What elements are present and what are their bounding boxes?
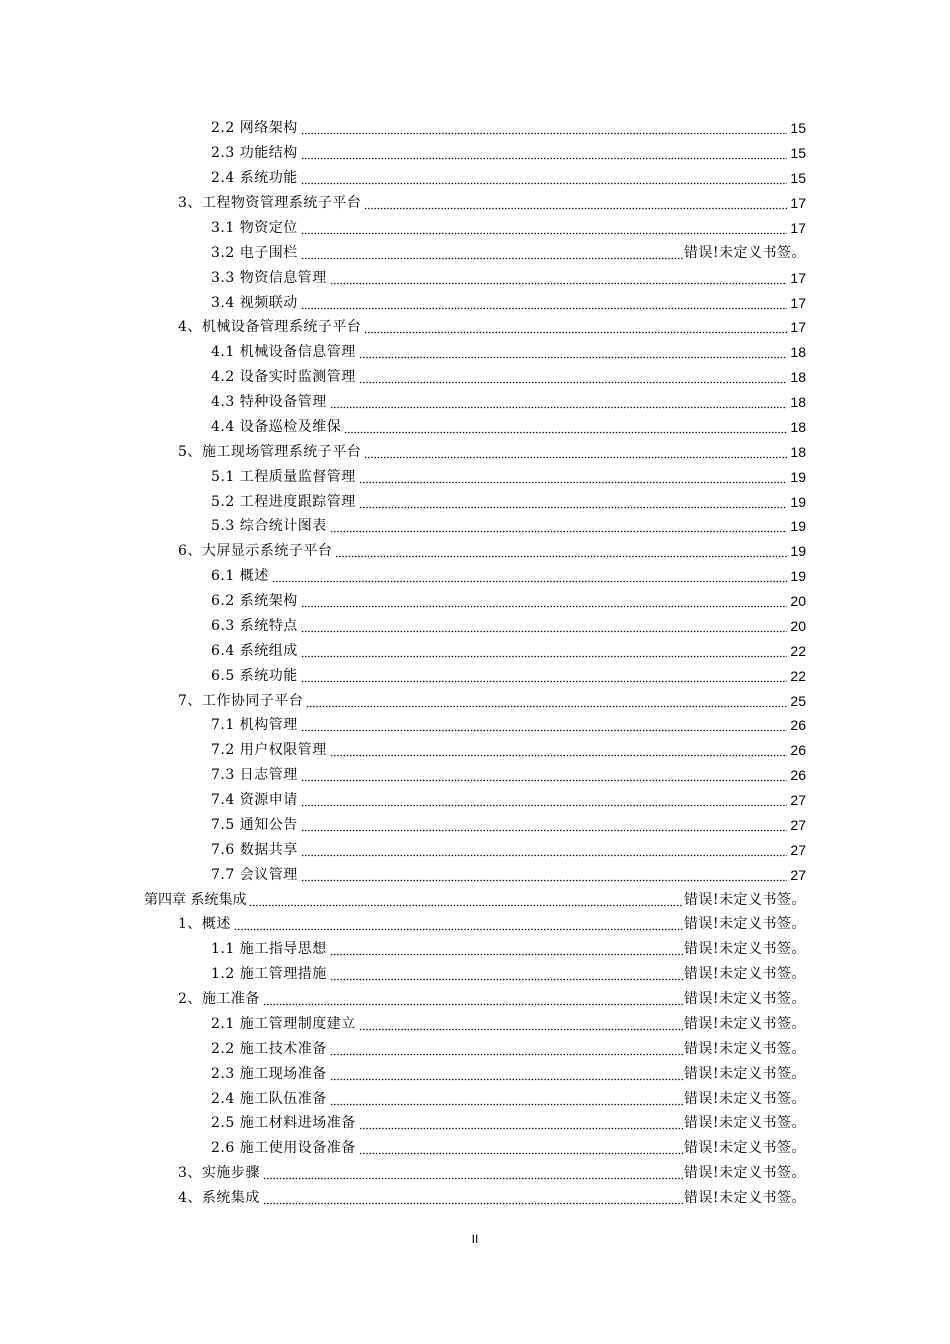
toc-entry[interactable] bbox=[211, 962, 806, 987]
toc-entry-title: 3.3 物资信息管理 bbox=[211, 269, 327, 286]
toc-entry[interactable] bbox=[211, 1012, 806, 1037]
toc-entry[interactable] bbox=[211, 763, 806, 788]
toc-dot-leader bbox=[306, 694, 787, 708]
toc-entry-title: 5.2 工程进度跟踪管理 bbox=[211, 493, 356, 510]
toc-entry-page: 26 bbox=[790, 767, 806, 784]
toc-entry-page: 18 bbox=[790, 443, 806, 460]
toc-entry-title: 3.2 电子围栏 bbox=[211, 244, 298, 261]
toc-entry[interactable] bbox=[178, 912, 806, 937]
toc-entry-title: 3.1 物资定位 bbox=[211, 219, 298, 236]
toc-entry-title: 第四章 系统集成 bbox=[144, 891, 247, 908]
toc-entry-page: 19 bbox=[790, 518, 806, 535]
toc-entry[interactable] bbox=[211, 265, 806, 290]
toc-entry-page: 错误!未定义书签。 bbox=[683, 941, 806, 958]
toc-entry[interactable] bbox=[211, 1036, 806, 1061]
toc-entry[interactable] bbox=[211, 390, 806, 415]
page-number: II bbox=[471, 1232, 479, 1246]
toc-entry[interactable] bbox=[178, 439, 806, 464]
toc-entry-title: 4、机械设备管理系统子平台 bbox=[178, 319, 362, 336]
toc-entry-page: 19 bbox=[790, 568, 806, 585]
toc-entry-title: 2.1 施工管理制度建立 bbox=[211, 1015, 356, 1032]
toc-entry-title: 3、工程物资管理系统子平台 bbox=[178, 195, 362, 212]
toc-entry[interactable] bbox=[178, 315, 806, 340]
toc-entry-page: 20 bbox=[790, 593, 806, 610]
toc-entry[interactable] bbox=[211, 788, 806, 813]
toc-dot-leader bbox=[330, 942, 683, 956]
toc-entry[interactable] bbox=[211, 813, 806, 838]
toc-dot-leader bbox=[301, 843, 787, 857]
toc-entry-title: 7、工作协同子平台 bbox=[178, 692, 304, 709]
toc-entry[interactable] bbox=[178, 688, 806, 713]
toc-entry[interactable] bbox=[211, 166, 806, 191]
toc-entry-page: 20 bbox=[790, 617, 806, 634]
toc-entry[interactable] bbox=[211, 240, 806, 265]
toc-dot-leader bbox=[359, 370, 787, 384]
toc-dot-leader bbox=[301, 246, 683, 260]
toc-dot-leader bbox=[364, 320, 787, 334]
toc-entry-page: 19 bbox=[790, 468, 806, 485]
toc-dot-leader bbox=[301, 146, 787, 160]
toc-dot-leader bbox=[301, 669, 787, 683]
toc-dot-leader bbox=[301, 718, 787, 732]
toc-entry-title: 4.4 设备巡检及维保 bbox=[211, 418, 342, 435]
toc-entry-title: 1.2 施工管理措施 bbox=[211, 966, 327, 983]
toc-entry[interactable] bbox=[211, 290, 806, 315]
toc-dot-leader bbox=[335, 544, 787, 558]
toc-dot-leader bbox=[272, 569, 787, 583]
toc-dot-leader bbox=[330, 1042, 683, 1056]
toc-entry-page: 17 bbox=[790, 195, 806, 212]
toc-entry-page: 错误!未定义书签。 bbox=[683, 891, 806, 908]
toc-entry-title: 2、施工准备 bbox=[178, 991, 260, 1008]
toc-entry-page: 17 bbox=[790, 319, 806, 336]
toc-entry-page: 19 bbox=[790, 493, 806, 510]
toc-entry-page: 19 bbox=[790, 543, 806, 560]
table-of-contents bbox=[0, 116, 950, 1211]
toc-dot-leader bbox=[359, 1116, 683, 1130]
toc-entry[interactable] bbox=[211, 365, 806, 390]
toc-entry[interactable] bbox=[178, 191, 806, 216]
toc-entry[interactable] bbox=[211, 489, 806, 514]
toc-dot-leader bbox=[234, 917, 683, 931]
toc-entry-title: 2.3 功能结构 bbox=[211, 145, 298, 162]
toc-entry-title: 3、实施步骤 bbox=[178, 1165, 260, 1182]
toc-entry[interactable] bbox=[211, 464, 806, 489]
toc-dot-leader bbox=[359, 1017, 683, 1031]
toc-dot-leader bbox=[330, 395, 787, 409]
toc-entry-page: 26 bbox=[790, 742, 806, 759]
toc-dot-leader bbox=[359, 470, 787, 484]
toc-entry[interactable] bbox=[211, 937, 806, 962]
toc-entry[interactable] bbox=[211, 713, 806, 738]
toc-entry[interactable] bbox=[178, 539, 806, 564]
toc-dot-leader bbox=[301, 768, 787, 782]
toc-dot-leader bbox=[359, 345, 787, 359]
toc-entry-title: 1、概述 bbox=[178, 916, 231, 933]
toc-entry[interactable] bbox=[211, 141, 806, 166]
toc-entry-title: 6.5 系统功能 bbox=[211, 667, 298, 684]
toc-dot-leader bbox=[263, 1191, 683, 1205]
toc-entry[interactable] bbox=[211, 1136, 806, 1161]
toc-entry-title: 4.2 设备实时监测管理 bbox=[211, 369, 356, 386]
toc-dot-leader bbox=[249, 893, 682, 907]
toc-entry-page: 17 bbox=[790, 219, 806, 236]
toc-dot-leader bbox=[359, 495, 787, 509]
toc-entry[interactable] bbox=[178, 987, 806, 1012]
toc-dot-leader bbox=[301, 818, 787, 832]
toc-entry-title: 7.3 日志管理 bbox=[211, 767, 298, 784]
toc-entry-title: 2.2 网络架构 bbox=[211, 120, 298, 137]
toc-entry-title: 5.1 工程质量监督管理 bbox=[211, 468, 356, 485]
toc-entry-title: 7.2 用户权限管理 bbox=[211, 742, 327, 759]
toc-entry-title: 6.2 系统架构 bbox=[211, 593, 298, 610]
toc-entry-page: 27 bbox=[790, 866, 806, 883]
toc-dot-leader bbox=[263, 992, 683, 1006]
toc-entry[interactable] bbox=[211, 340, 806, 365]
toc-entry[interactable] bbox=[211, 514, 806, 539]
toc-entry-page: 错误!未定义书签。 bbox=[683, 1090, 806, 1107]
toc-dot-leader bbox=[301, 221, 787, 235]
toc-entry-title: 5.3 综合统计图表 bbox=[211, 518, 327, 535]
toc-entry[interactable] bbox=[211, 1061, 806, 1086]
toc-entry[interactable] bbox=[211, 862, 806, 887]
toc-entry-page: 18 bbox=[790, 418, 806, 435]
toc-entry-title: 4.3 特种设备管理 bbox=[211, 394, 327, 411]
toc-entry-title: 7.6 数据共享 bbox=[211, 841, 298, 858]
toc-entry-page: 错误!未定义书签。 bbox=[683, 1140, 806, 1157]
toc-entry-page: 22 bbox=[790, 642, 806, 659]
toc-entry-title: 4、系统集成 bbox=[178, 1190, 260, 1207]
toc-entry-title: 6.4 系统组成 bbox=[211, 642, 298, 659]
toc-entry-title: 6.1 概述 bbox=[211, 568, 269, 585]
toc-dot-leader bbox=[344, 420, 787, 434]
toc-entry-page: 25 bbox=[790, 692, 806, 709]
toc-entry-page: 15 bbox=[790, 145, 806, 162]
toc-entry-page: 错误!未定义书签。 bbox=[683, 1165, 806, 1182]
toc-entry-title: 7.4 资源申请 bbox=[211, 792, 298, 809]
toc-entry[interactable] bbox=[211, 1086, 806, 1111]
toc-entry[interactable] bbox=[211, 837, 806, 862]
toc-dot-leader bbox=[330, 271, 787, 285]
toc-dot-leader bbox=[301, 594, 787, 608]
toc-dot-leader bbox=[301, 793, 787, 807]
toc-entry-title: 2.3 施工现场准备 bbox=[211, 1065, 327, 1082]
toc-dot-leader bbox=[359, 1141, 683, 1155]
toc-entry[interactable] bbox=[211, 589, 806, 614]
toc-entry-page: 错误!未定义书签。 bbox=[683, 991, 806, 1008]
toc-dot-leader bbox=[301, 121, 787, 135]
toc-entry[interactable] bbox=[178, 1161, 806, 1186]
toc-entry-title: 2.5 施工材料进场准备 bbox=[211, 1115, 356, 1132]
toc-entry[interactable] bbox=[211, 116, 806, 141]
toc-entry-title: 7.1 机构管理 bbox=[211, 717, 298, 734]
toc-dot-leader bbox=[301, 644, 787, 658]
toc-entry-title: 6.3 系统特点 bbox=[211, 617, 298, 634]
toc-entry[interactable] bbox=[144, 887, 806, 912]
toc-entry-page: 错误!未定义书签。 bbox=[683, 1190, 806, 1207]
toc-dot-leader bbox=[364, 196, 787, 210]
toc-entry-page: 26 bbox=[790, 717, 806, 734]
toc-dot-leader bbox=[301, 171, 787, 185]
toc-entry[interactable] bbox=[211, 738, 806, 763]
toc-entry[interactable] bbox=[211, 663, 806, 688]
toc-entry-page: 18 bbox=[790, 369, 806, 386]
toc-entry[interactable] bbox=[211, 614, 806, 639]
toc-entry-title: 4.1 机械设备信息管理 bbox=[211, 344, 356, 361]
toc-entry-title: 2.6 施工使用设备准备 bbox=[211, 1140, 356, 1157]
toc-entry-page: 17 bbox=[790, 269, 806, 286]
toc-entry-page: 错误!未定义书签。 bbox=[683, 1040, 806, 1057]
toc-dot-leader bbox=[301, 868, 787, 882]
toc-entry-page: 18 bbox=[790, 344, 806, 361]
toc-entry-title: 7.5 通知公告 bbox=[211, 816, 298, 833]
toc-entry-title: 1.1 施工指导思想 bbox=[211, 941, 327, 958]
toc-entry-title: 3.4 视频联动 bbox=[211, 294, 298, 311]
toc-entry[interactable] bbox=[211, 638, 806, 663]
toc-entry-title: 7.7 会议管理 bbox=[211, 866, 298, 883]
toc-entry-page: 18 bbox=[790, 394, 806, 411]
toc-entry-title: 2.4 施工队伍准备 bbox=[211, 1090, 327, 1107]
toc-entry-page: 错误!未定义书签。 bbox=[683, 1115, 806, 1132]
toc-entry-page: 错误!未定义书签。 bbox=[683, 244, 806, 261]
toc-dot-leader bbox=[330, 519, 787, 533]
toc-entry[interactable] bbox=[211, 1111, 806, 1136]
toc-dot-leader bbox=[330, 743, 787, 757]
toc-entry[interactable] bbox=[178, 1186, 806, 1211]
toc-entry-title: 2.4 系统功能 bbox=[211, 170, 298, 187]
toc-entry-page: 22 bbox=[790, 667, 806, 684]
toc-dot-leader bbox=[301, 296, 787, 310]
toc-entry-page: 错误!未定义书签。 bbox=[683, 966, 806, 983]
toc-entry-page: 错误!未定义书签。 bbox=[683, 1065, 806, 1082]
toc-dot-leader bbox=[364, 445, 787, 459]
toc-entry-page: 错误!未定义书签。 bbox=[683, 916, 806, 933]
toc-entry[interactable] bbox=[211, 415, 806, 440]
toc-entry-page: 15 bbox=[790, 170, 806, 187]
toc-entry-title: 6、大屏显示系统子平台 bbox=[178, 543, 333, 560]
toc-entry-title: 2.2 施工技术准备 bbox=[211, 1040, 327, 1057]
toc-dot-leader bbox=[330, 1067, 683, 1081]
toc-dot-leader bbox=[263, 1166, 683, 1180]
toc-entry-page: 17 bbox=[790, 294, 806, 311]
toc-dot-leader bbox=[301, 619, 787, 633]
toc-entry[interactable] bbox=[211, 216, 806, 241]
toc-entry-page: 27 bbox=[790, 792, 806, 809]
toc-entry-page: 错误!未定义书签。 bbox=[683, 1015, 806, 1032]
toc-entry-page: 27 bbox=[790, 816, 806, 833]
toc-entry-title: 5、施工现场管理系统子平台 bbox=[178, 443, 362, 460]
toc-entry[interactable] bbox=[211, 564, 806, 589]
toc-dot-leader bbox=[330, 967, 683, 981]
toc-entry-page: 27 bbox=[790, 841, 806, 858]
toc-entry-page: 15 bbox=[790, 120, 806, 137]
toc-dot-leader bbox=[330, 1092, 683, 1106]
